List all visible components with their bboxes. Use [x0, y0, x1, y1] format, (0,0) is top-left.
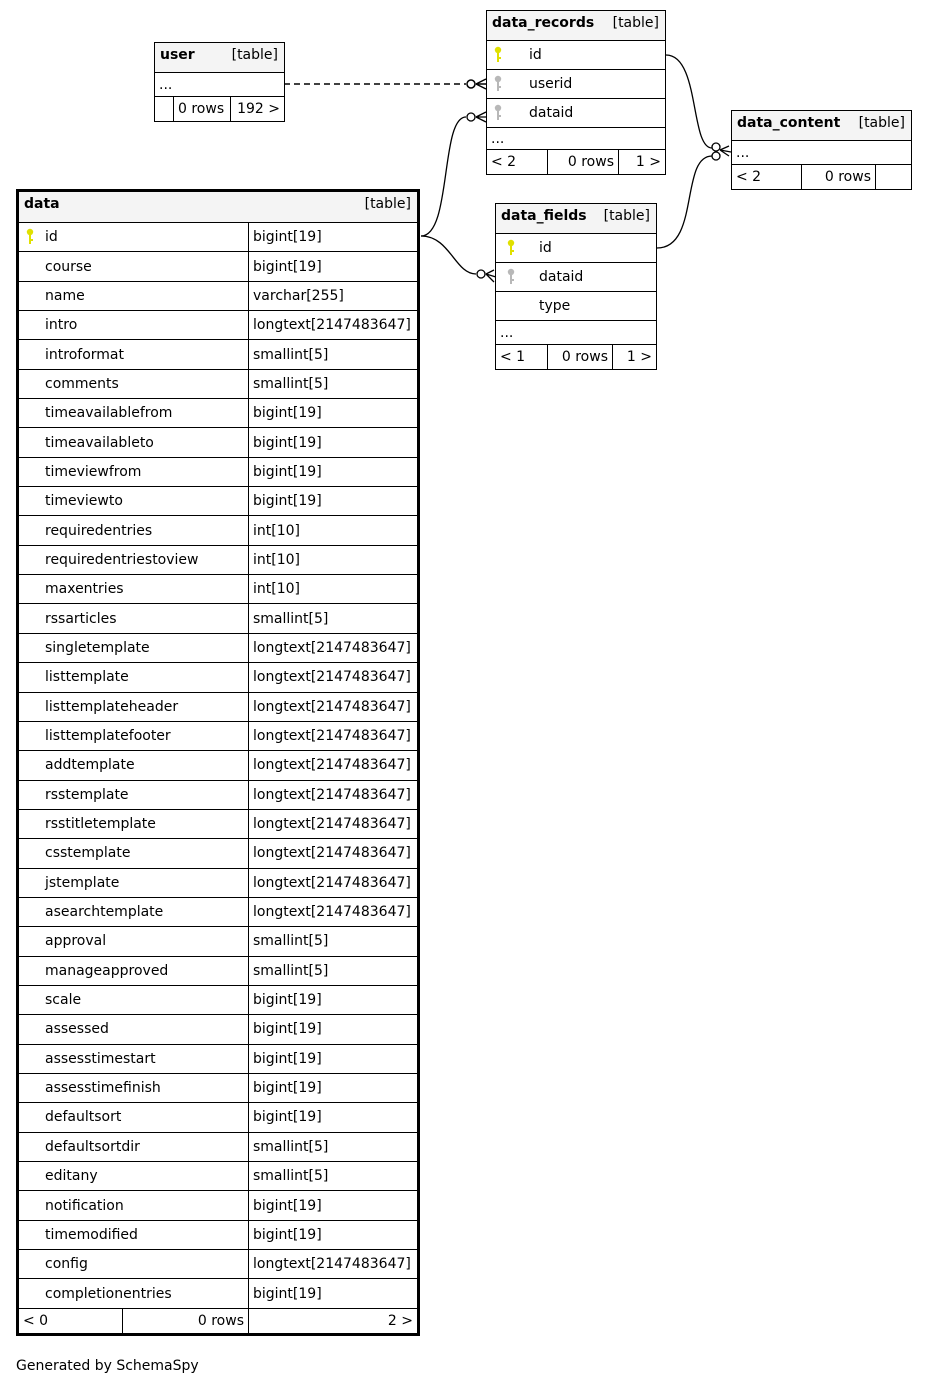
column-row [19, 957, 417, 986]
column-divider [248, 252, 249, 280]
column-row [19, 604, 417, 633]
column-divider [248, 1103, 249, 1131]
column-divider [248, 311, 249, 339]
column-row [19, 839, 417, 868]
footer-children: 2 > [387, 1312, 413, 1329]
table-data-content[interactable] [731, 110, 912, 190]
footer-parents: < 2 [736, 169, 762, 185]
column-row [19, 1191, 417, 1220]
column-name: userid [529, 76, 573, 92]
column-name: introformat [45, 346, 124, 363]
column-name: defaultsort [45, 1109, 122, 1126]
footer-parents: < 1 [500, 349, 526, 365]
column-type: bigint[19] [253, 1285, 322, 1302]
table-header [155, 43, 284, 73]
column-divider [248, 663, 249, 691]
column-type: bigint[19] [253, 434, 322, 451]
column-name: id [45, 229, 58, 246]
column-divider [248, 927, 249, 955]
column-row [19, 487, 417, 516]
table-footer [155, 97, 284, 121]
column-type: longtext[2147483647] [253, 728, 411, 745]
column-type: bigint[19] [253, 1197, 322, 1214]
foreign-key-icon [493, 104, 503, 122]
column-row [19, 370, 417, 399]
column-name: id [529, 47, 542, 63]
column-row [496, 292, 656, 321]
column-list [19, 223, 417, 1309]
column-row [19, 634, 417, 663]
column-row [19, 781, 417, 810]
column-type: longtext[2147483647] [253, 698, 411, 715]
ellipsis-row: ... [732, 141, 911, 165]
footer-children: 1 > [635, 154, 661, 170]
table-name: user [160, 47, 195, 63]
column-divider [248, 722, 249, 750]
column-name: requiredentries [45, 522, 153, 539]
edge-fields-content [657, 152, 720, 248]
column-name: type [539, 298, 571, 314]
footer-parents: < 2 [491, 154, 517, 170]
table-user[interactable] [154, 42, 285, 122]
column-type: longtext[2147483647] [253, 874, 411, 891]
table-data-records[interactable] [486, 10, 666, 175]
column-type: smallint[5] [253, 1168, 329, 1185]
column-divider [248, 781, 249, 809]
column-row [19, 252, 417, 281]
column-divider [248, 370, 249, 398]
edge-records-content [666, 55, 731, 156]
column-divider [248, 340, 249, 368]
column-name: csstemplate [45, 845, 131, 862]
column-divider [248, 986, 249, 1014]
column-name: assessed [45, 1021, 109, 1038]
column-type: bigint[19] [253, 992, 322, 1009]
column-row [19, 693, 417, 722]
column-row [19, 722, 417, 751]
column-type: bigint[19] [253, 405, 322, 422]
table-footer [19, 1309, 417, 1333]
table-type: [table] [603, 208, 650, 224]
table-data-fields[interactable] [495, 203, 657, 370]
column-row [19, 399, 417, 428]
column-divider [248, 1045, 249, 1073]
column-name: timeavailablefrom [45, 405, 173, 422]
column-row [19, 340, 417, 369]
column-row [19, 810, 417, 839]
column-type: smallint[5] [253, 933, 329, 950]
column-divider [248, 634, 249, 662]
column-row [19, 986, 417, 1015]
column-type: bigint[19] [253, 258, 322, 275]
edge-userid-user [284, 79, 486, 89]
column-name: asearchtemplate [45, 904, 164, 921]
column-name: manageapproved [45, 962, 169, 979]
column-row [19, 663, 417, 692]
column-row [19, 575, 417, 604]
column-divider [248, 810, 249, 838]
column-name: requiredentriestoview [45, 551, 199, 568]
column-type: longtext[2147483647] [253, 845, 411, 862]
column-row [19, 458, 417, 487]
column-type: int[10] [253, 522, 300, 539]
column-type: bigint[19] [253, 1050, 322, 1067]
column-type: longtext[2147483647] [253, 317, 411, 334]
column-type: bigint[19] [253, 463, 322, 480]
footer-children: 192 > [237, 101, 280, 117]
table-type: [table] [231, 47, 278, 63]
column-type: smallint[5] [253, 610, 329, 627]
column-divider [248, 957, 249, 985]
column-name: listtemplateheader [45, 698, 179, 715]
column-divider [248, 428, 249, 456]
column-type: bigint[19] [253, 1080, 322, 1097]
column-row [487, 99, 665, 128]
footer-rows: 0 rows [824, 169, 871, 185]
table-footer [496, 345, 656, 369]
footer-parents: < 0 [23, 1312, 49, 1329]
column-type: bigint[19] [253, 229, 322, 246]
column-row [19, 516, 417, 545]
column-name: scale [45, 992, 82, 1009]
column-row [19, 428, 417, 457]
column-type: longtext[2147483647] [253, 816, 411, 833]
column-row [19, 927, 417, 956]
column-row [19, 898, 417, 927]
ellipsis-row: ... [155, 73, 284, 97]
table-type: [table] [612, 15, 659, 31]
edge-dataid-fields [421, 236, 496, 282]
column-name: comments [45, 375, 119, 392]
column-divider [248, 839, 249, 867]
column-row [19, 546, 417, 575]
column-divider [248, 282, 249, 310]
column-type: bigint[19] [253, 1109, 322, 1126]
column-name: config [45, 1256, 88, 1273]
footer-rows: 0 rows [561, 349, 608, 365]
primary-key-icon [493, 46, 503, 64]
column-divider [248, 516, 249, 544]
column-name: course [45, 258, 92, 275]
column-row [19, 1250, 417, 1279]
column-name: jstemplate [45, 874, 120, 891]
column-row [19, 1133, 417, 1162]
column-divider [248, 458, 249, 486]
column-type: longtext[2147483647] [253, 786, 411, 803]
column-row [19, 1103, 417, 1132]
column-row [19, 311, 417, 340]
column-type: longtext[2147483647] [253, 1256, 411, 1273]
column-row [19, 869, 417, 898]
column-type: bigint[19] [253, 1226, 322, 1243]
generator-credit: Generated by SchemaSpy [16, 1358, 199, 1374]
edge-dataid-records [421, 112, 486, 236]
column-divider [248, 898, 249, 926]
column-name: rsstitletemplate [45, 816, 156, 833]
column-type: smallint[5] [253, 346, 329, 363]
column-type: longtext[2147483647] [253, 904, 411, 921]
column-divider [248, 575, 249, 603]
column-divider [248, 399, 249, 427]
column-divider [248, 1279, 249, 1307]
column-divider [248, 1074, 249, 1102]
column-row [19, 1074, 417, 1103]
column-name: defaultsortdir [45, 1138, 140, 1155]
footer-rows: 0 rows [197, 1312, 244, 1329]
foreign-key-icon [506, 268, 516, 286]
column-name: rsstemplate [45, 786, 129, 803]
column-divider [248, 693, 249, 721]
column-divider [248, 869, 249, 897]
footer-rows: 0 rows [567, 154, 614, 170]
column-divider [248, 546, 249, 574]
column-row [487, 41, 665, 70]
column-row [19, 1015, 417, 1044]
column-name: timeviewto [45, 493, 123, 510]
column-type: int[10] [253, 581, 300, 598]
column-row [19, 1279, 417, 1308]
column-row [19, 751, 417, 780]
column-name: id [539, 240, 552, 256]
column-name: maxentries [45, 581, 124, 598]
column-type: bigint[19] [253, 493, 322, 510]
column-type: longtext[2147483647] [253, 639, 411, 656]
footer-rows: 0 rows [178, 101, 225, 117]
column-divider [248, 1221, 249, 1249]
column-row [19, 223, 417, 252]
table-name: data_fields [501, 208, 587, 224]
primary-key-icon [506, 239, 516, 257]
column-name: timeviewfrom [45, 463, 142, 480]
table-header [19, 192, 417, 223]
table-footer [732, 165, 911, 189]
column-name: approval [45, 933, 107, 950]
column-name: assesstimestart [45, 1050, 156, 1067]
table-data[interactable] [16, 189, 420, 1336]
column-divider [248, 604, 249, 632]
foreign-key-icon [493, 75, 503, 93]
column-row [19, 1045, 417, 1074]
column-row [496, 234, 656, 263]
column-type: smallint[5] [253, 375, 329, 392]
column-row [496, 263, 656, 292]
column-type: int[10] [253, 551, 300, 568]
column-name: dataid [529, 105, 574, 121]
table-header [732, 111, 911, 141]
table-type: [table] [858, 115, 905, 131]
table-name: data_records [492, 15, 595, 31]
column-name: editany [45, 1168, 98, 1185]
table-type: [table] [364, 196, 411, 212]
column-type: longtext[2147483647] [253, 669, 411, 686]
column-type: varchar[255] [253, 287, 344, 304]
ellipsis-row: ... [496, 321, 656, 345]
column-divider [248, 1250, 249, 1278]
column-name: addtemplate [45, 757, 135, 774]
column-row [19, 282, 417, 311]
primary-key-icon [25, 228, 35, 246]
ellipsis-row: ... [487, 128, 665, 150]
table-header [487, 11, 665, 41]
footer-children: 1 > [626, 349, 652, 365]
table-footer [487, 150, 665, 174]
column-name: listtemplatefooter [45, 728, 171, 745]
column-divider [248, 223, 249, 251]
column-name: singletemplate [45, 639, 150, 656]
column-type: longtext[2147483647] [253, 757, 411, 774]
column-divider [248, 487, 249, 515]
column-name: notification [45, 1197, 124, 1214]
column-divider [248, 751, 249, 779]
column-divider [248, 1015, 249, 1043]
column-name: dataid [539, 269, 584, 285]
column-row [487, 70, 665, 99]
column-type: bigint[19] [253, 1021, 322, 1038]
column-name: timemodified [45, 1226, 138, 1243]
column-name: listtemplate [45, 669, 129, 686]
column-name: completionentries [45, 1285, 172, 1302]
column-name: name [45, 287, 85, 304]
column-divider [248, 1191, 249, 1219]
table-header [496, 204, 656, 234]
table-name: data [24, 196, 60, 212]
column-row [19, 1221, 417, 1250]
column-type: smallint[5] [253, 1138, 329, 1155]
column-divider [248, 1133, 249, 1161]
column-name: assesstimefinish [45, 1080, 161, 1097]
column-row [19, 1162, 417, 1191]
column-divider [248, 1162, 249, 1190]
column-name: rssarticles [45, 610, 117, 627]
table-name: data_content [737, 115, 841, 131]
column-type: smallint[5] [253, 962, 329, 979]
column-name: intro [45, 317, 78, 334]
column-name: timeavailableto [45, 434, 154, 451]
